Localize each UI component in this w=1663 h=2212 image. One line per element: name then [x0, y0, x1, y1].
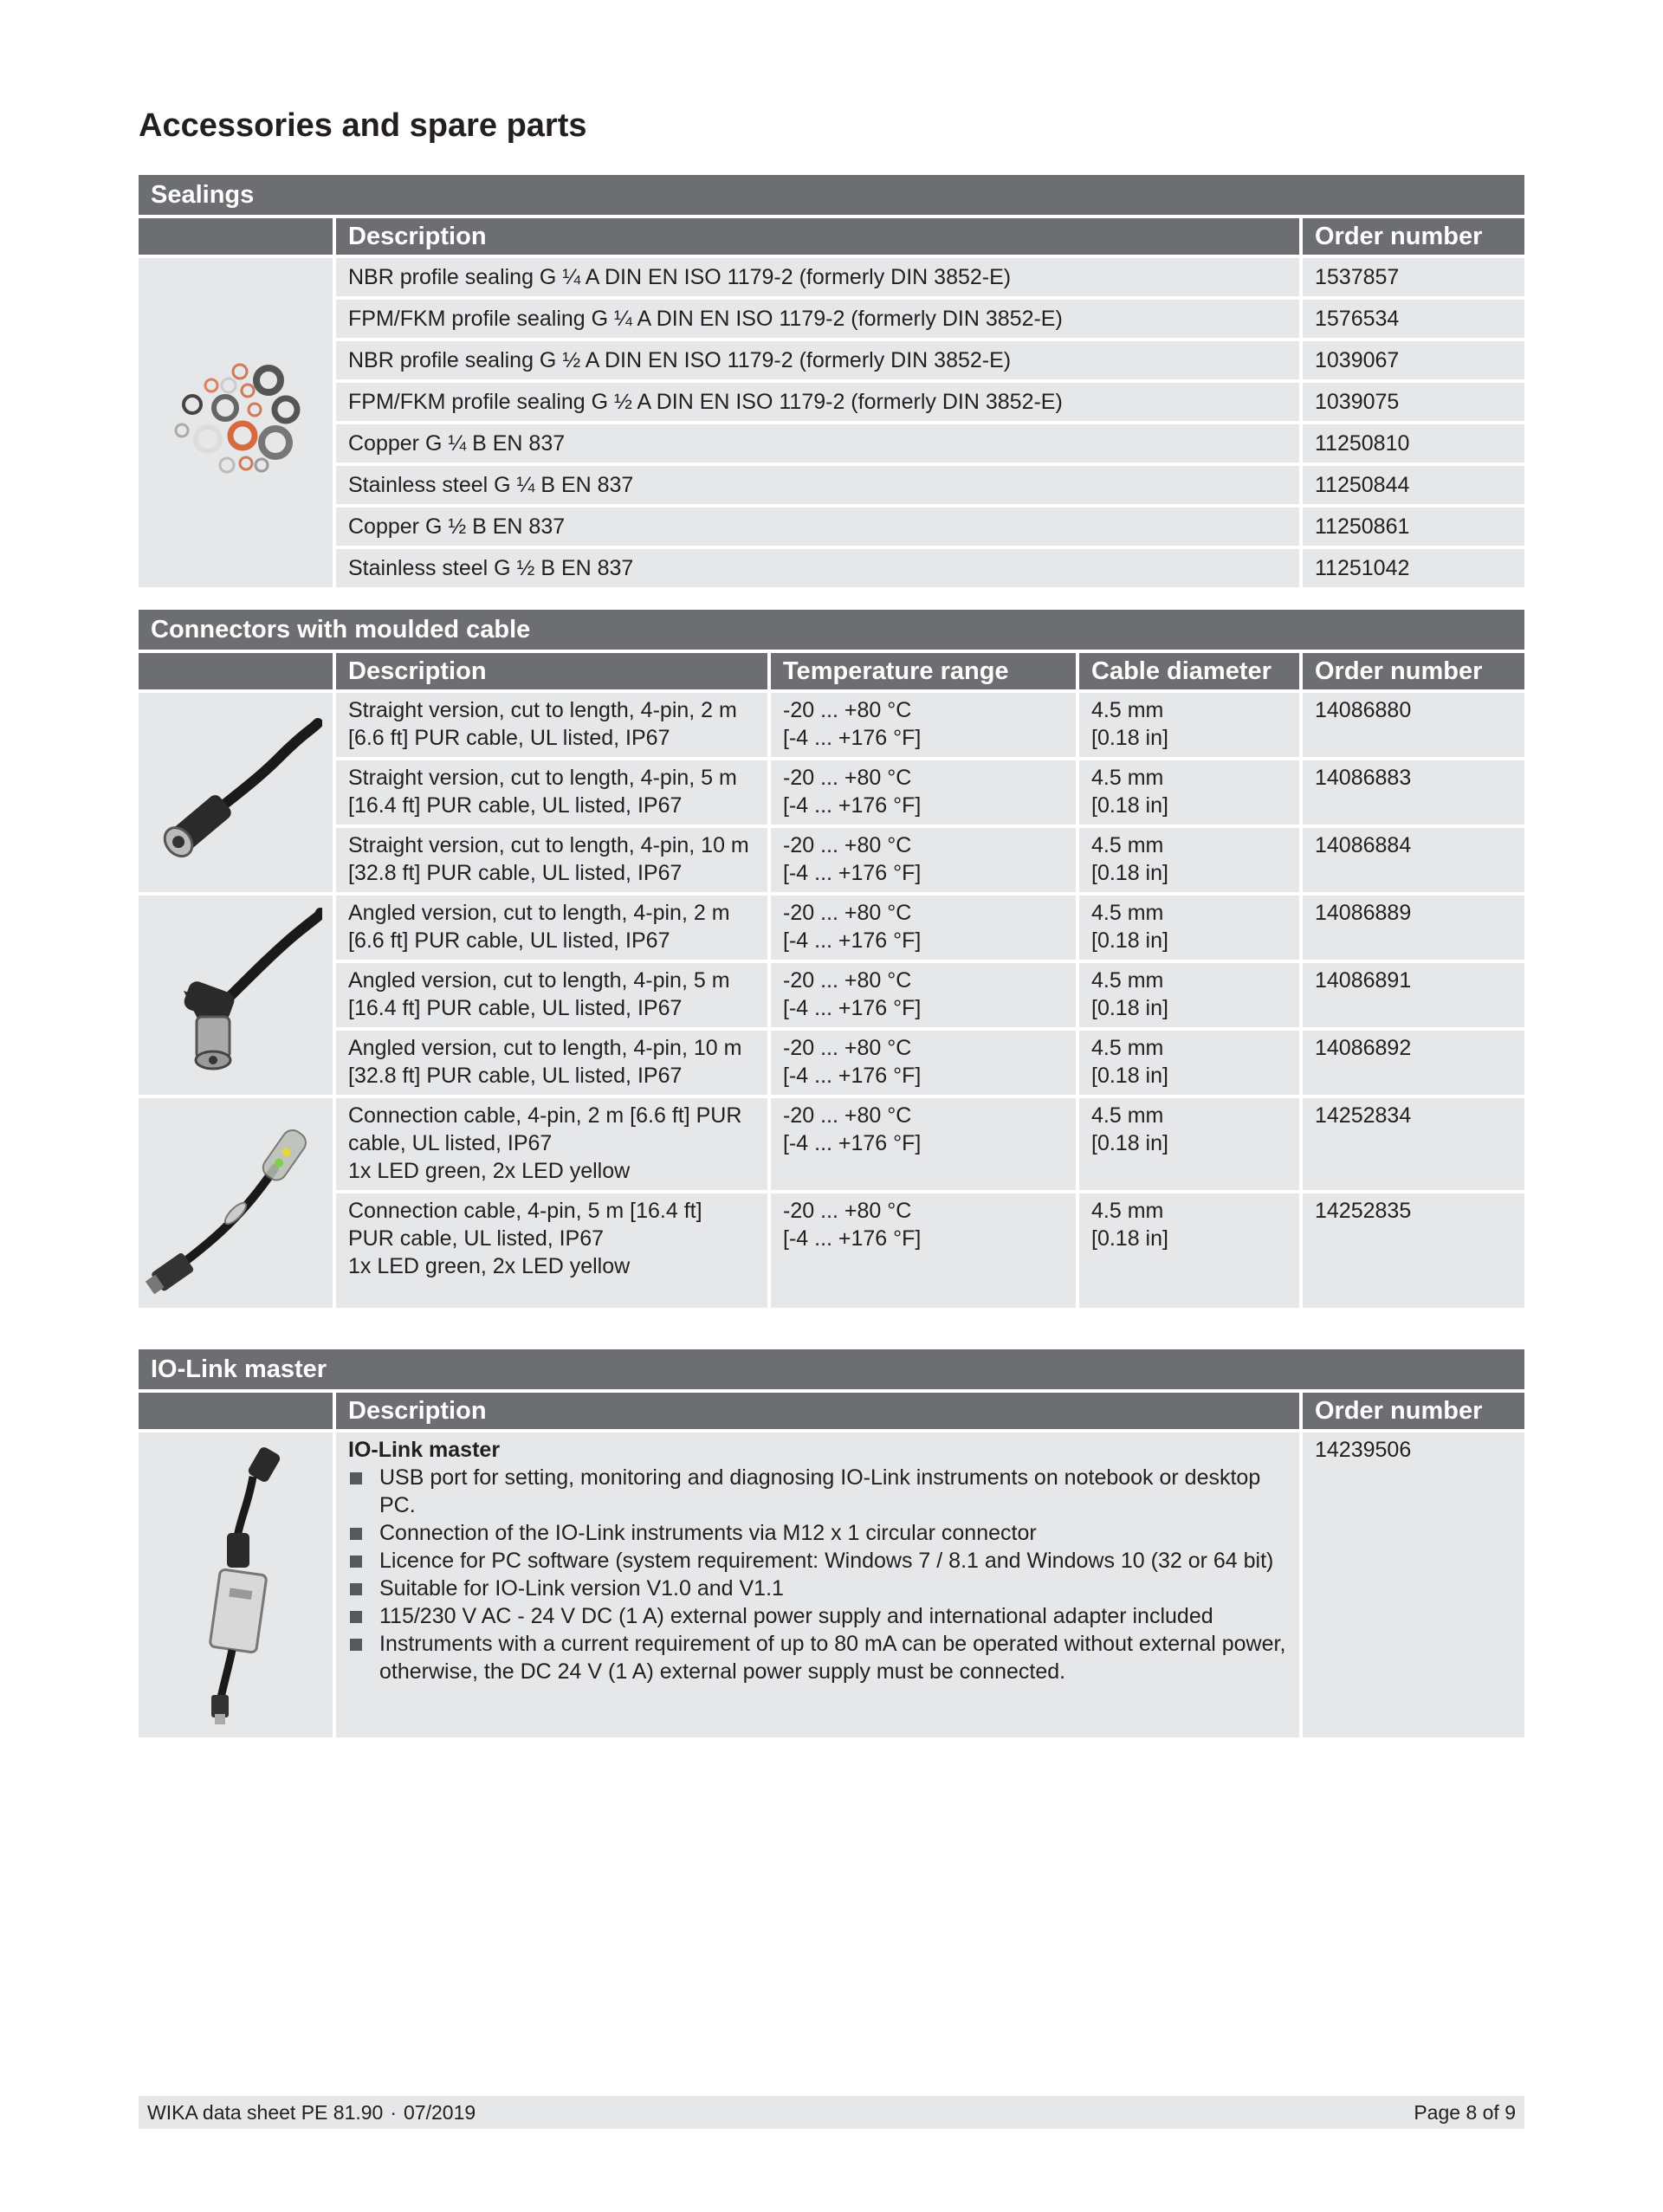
list-item: Licence for PC software (system requirement: Windows 7 / 8.1 and Windows 10 (32 or 64 bit): [348, 1547, 1287, 1575]
connector-description: Angled version, cut to length, 4-pin, 2 m [6.6 ft] PUR cable, UL listed, IP67: [333, 892, 767, 960]
image-column-header: [139, 650, 333, 689]
temperature-range: -20 ... +80 °C [-4 ... +176 °F]: [767, 1027, 1076, 1095]
image-column-header: [139, 1389, 333, 1429]
list-item: Suitable for IO-Link version V1.0 and V1.1: [348, 1575, 1287, 1602]
iolink-master-icon: [166, 1442, 305, 1728]
temperature-range: -20 ... +80 °C [-4 ... +176 °F]: [767, 1190, 1076, 1308]
connector-order-number: 14252834: [1299, 1095, 1524, 1190]
sealing-order-number: 1537857: [1299, 255, 1524, 296]
list-item: Connection of the IO-Link instruments via M12 x 1 circular connector: [348, 1519, 1287, 1547]
cable-diameter-header: Cable diameter: [1076, 650, 1299, 689]
footer-date: 07/2019: [404, 2101, 476, 2124]
table-row: [139, 757, 1524, 825]
sealing-description: Copper G ½ B EN 837: [333, 504, 1299, 546]
page-title: Accessories and spare parts: [139, 107, 587, 144]
iolink-table: [139, 1389, 1524, 1737]
sealing-order-number: 11250861: [1299, 504, 1524, 546]
connector-description: Straight version, cut to length, 4-pin, 5 m [16.4 ft] PUR cable, UL listed, IP67: [333, 757, 767, 825]
description-header: Description: [333, 215, 1299, 255]
temperature-range: -20 ... +80 °C [-4 ... +176 °F]: [767, 892, 1076, 960]
cable-diameter: 4.5 mm [0.18 in]: [1076, 757, 1299, 825]
footer-datasheet-id: WIKA data sheet PE 81.90: [147, 2101, 384, 2124]
iolink-item-title: IO-Link master: [348, 1438, 501, 1462]
table-row: [139, 892, 1524, 960]
footer-page-number: Page 8 of 9: [1414, 2101, 1516, 2124]
table-row: [139, 338, 1524, 379]
sealing-order-number: 1576534: [1299, 296, 1524, 338]
sealings-section: [139, 175, 1524, 587]
list-item: Instruments with a current requirement of up to 80 mA can be operated without external power, otherwise, the DC 24 V (1 A) external power supply must be connected.: [348, 1630, 1287, 1685]
cable-diameter: 4.5 mm [0.18 in]: [1076, 1190, 1299, 1308]
list-item: 115/230 V AC - 24 V DC (1 A) external power supply and international adapter included: [348, 1602, 1287, 1630]
list-item: USB port for setting, monitoring and diagnosing IO-Link instruments on notebook or desktop PC.: [348, 1464, 1287, 1519]
sealing-description: NBR profile sealing G ½ A DIN EN ISO 1179-2 (formerly DIN 3852-E): [333, 338, 1299, 379]
connectors-section-title: Connectors with moulded cable: [139, 610, 1524, 650]
sealing-order-number: 11251042: [1299, 546, 1524, 587]
sealings-section-title: Sealings: [139, 175, 1524, 215]
iolink-section: [139, 1349, 1524, 1737]
temperature-range: -20 ... +80 °C [-4 ... +176 °F]: [767, 825, 1076, 892]
sealing-description: FPM/FKM profile sealing G ¼ A DIN EN ISO 1179-2 (formerly DIN 3852-E): [333, 296, 1299, 338]
connectors-section: [139, 610, 1524, 1308]
table-row: [139, 960, 1524, 1027]
sealing-description: Stainless steel G ½ B EN 837: [333, 546, 1299, 587]
connector-description: Angled version, cut to length, 4-pin, 5 m [16.4 ft] PUR cable, UL listed, IP67: [333, 960, 767, 1027]
table-row: [139, 1027, 1524, 1095]
sealing-description: Copper G ¼ B EN 837: [333, 421, 1299, 462]
table-row: [139, 255, 1524, 296]
table-row: [139, 504, 1524, 546]
connector-order-number: 14086884: [1299, 825, 1524, 892]
iolink-description: [333, 1429, 1299, 1737]
description-header: Description: [333, 1389, 1299, 1429]
sealing-description: FPM/FKM profile sealing G ½ A DIN EN ISO 1179-2 (formerly DIN 3852-E): [333, 379, 1299, 421]
angled-connector-icon: [149, 904, 322, 1086]
table-row: [139, 546, 1524, 587]
connector-description: Straight version, cut to length, 4-pin, 2 m [6.6 ft] PUR cable, UL listed, IP67: [333, 689, 767, 757]
cable-diameter: 4.5 mm [0.18 in]: [1076, 689, 1299, 757]
sealings-table: [139, 215, 1524, 587]
order-number-header: Order number: [1299, 215, 1524, 255]
iolink-feature-list: [348, 1464, 1287, 1685]
led-cable-icon: [145, 1108, 327, 1298]
order-number-header: Order number: [1299, 650, 1524, 689]
cable-diameter: 4.5 mm [0.18 in]: [1076, 960, 1299, 1027]
table-row: [139, 825, 1524, 892]
straight-connector-image: [139, 689, 333, 892]
straight-connector-icon: [149, 706, 322, 879]
cable-diameter: 4.5 mm [0.18 in]: [1076, 825, 1299, 892]
led-connection-cable-image: [139, 1095, 333, 1308]
table-row: [139, 1429, 1524, 1737]
connector-description: Angled version, cut to length, 4-pin, 10 m [32.8 ft] PUR cable, UL listed, IP67: [333, 1027, 767, 1095]
temperature-range: -20 ... +80 °C [-4 ... +176 °F]: [767, 757, 1076, 825]
connector-description: Connection cable, 4-pin, 5 m [16.4 ft] PUR cable, UL listed, IP67 1x LED green, 2x LED yellow: [333, 1190, 767, 1308]
sealing-order-number: 11250810: [1299, 421, 1524, 462]
temperature-range: -20 ... +80 °C [-4 ... +176 °F]: [767, 689, 1076, 757]
iolink-section-title: IO-Link master: [139, 1349, 1524, 1389]
table-row: [139, 296, 1524, 338]
connector-description: Connection cable, 4-pin, 2 m [6.6 ft] PUR cable, UL listed, IP67 1x LED green, 2x LED yellow: [333, 1095, 767, 1190]
image-column-header: [139, 215, 333, 255]
cable-diameter: 4.5 mm [0.18 in]: [1076, 892, 1299, 960]
sealing-description: Stainless steel G ¼ B EN 837: [333, 462, 1299, 504]
temperature-range-header: Temperature range: [767, 650, 1076, 689]
iolink-master-image: [139, 1429, 333, 1737]
sealing-order-number: 1039075: [1299, 379, 1524, 421]
connector-order-number: 14252835: [1299, 1190, 1524, 1308]
connector-order-number: 14086891: [1299, 960, 1524, 1027]
iolink-order-number: 14239506: [1299, 1429, 1524, 1737]
table-row: [139, 689, 1524, 757]
description-header: Description: [333, 650, 767, 689]
connector-order-number: 14086883: [1299, 757, 1524, 825]
angled-connector-image: [139, 892, 333, 1095]
connector-order-number: 14086889: [1299, 892, 1524, 960]
temperature-range: -20 ... +80 °C [-4 ... +176 °F]: [767, 960, 1076, 1027]
sealings-image: [139, 255, 333, 587]
connectors-table: [139, 650, 1524, 1308]
cable-diameter: 4.5 mm [0.18 in]: [1076, 1027, 1299, 1095]
sealing-order-number: 1039067: [1299, 338, 1524, 379]
sealing-rings-icon: [158, 356, 314, 495]
page-footer: [139, 2096, 1524, 2129]
cable-diameter: 4.5 mm [0.18 in]: [1076, 1095, 1299, 1190]
table-row: [139, 421, 1524, 462]
connector-description: Straight version, cut to length, 4-pin, 10 m [32.8 ft] PUR cable, UL listed, IP67: [333, 825, 767, 892]
table-row: [139, 462, 1524, 504]
connector-order-number: 14086880: [1299, 689, 1524, 757]
table-row: [139, 1190, 1524, 1308]
connector-order-number: 14086892: [1299, 1027, 1524, 1095]
table-row: [139, 1095, 1524, 1190]
order-number-header: Order number: [1299, 1389, 1524, 1429]
temperature-range: -20 ... +80 °C [-4 ... +176 °F]: [767, 1095, 1076, 1190]
table-row: [139, 379, 1524, 421]
sealing-order-number: 11250844: [1299, 462, 1524, 504]
footer-document-info: WIKA data sheet PE 81.90 · 07/2019: [147, 2101, 476, 2124]
sealing-description: NBR profile sealing G ¼ A DIN EN ISO 1179-2 (formerly DIN 3852-E): [333, 255, 1299, 296]
